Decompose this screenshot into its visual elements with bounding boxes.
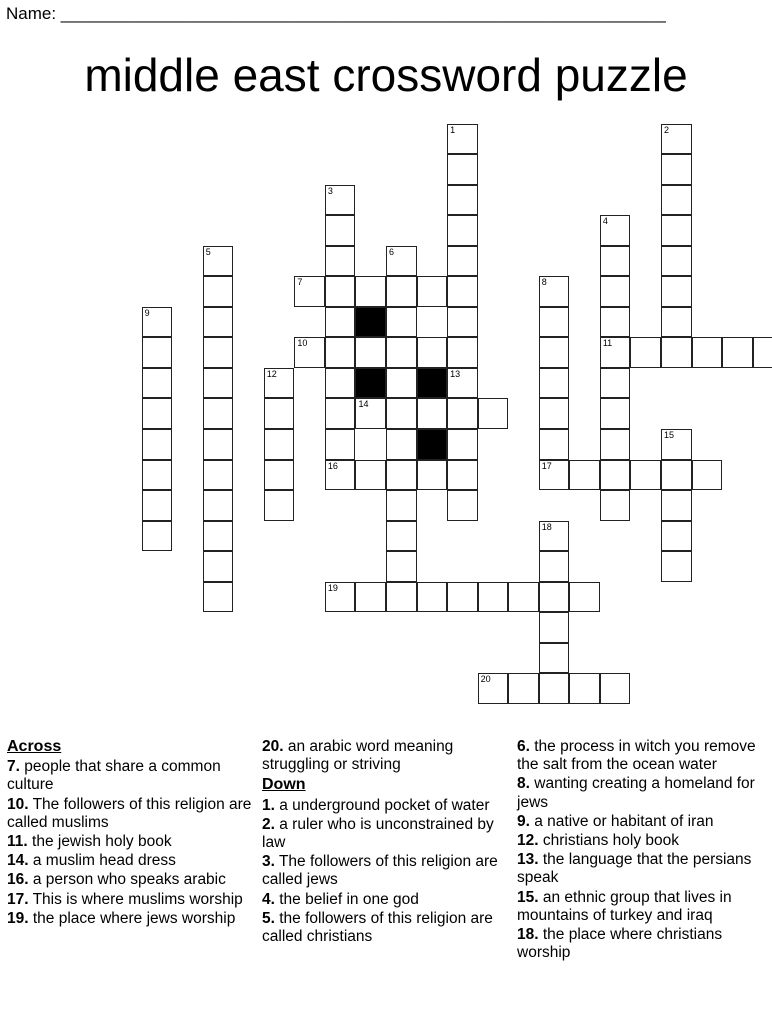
grid-cell[interactable] — [325, 582, 356, 613]
grid-cell[interactable] — [600, 307, 631, 338]
clue-number: 5 — [205, 246, 211, 257]
clue-item-text: This is where muslims worship — [32, 890, 243, 908]
grid-cell[interactable] — [417, 337, 448, 368]
clue-item-text: the language that the persians speak — [517, 851, 752, 887]
grid-cell[interactable] — [386, 551, 417, 582]
clues-column-2 — [262, 738, 502, 947]
grid-cell[interactable] — [539, 521, 570, 552]
clue-item-text: The followers of this religion are called jews — [262, 853, 498, 889]
grid-cell[interactable] — [600, 215, 631, 246]
grid-cell[interactable] — [142, 307, 173, 338]
grid-cell[interactable] — [203, 551, 234, 582]
grid-cell[interactable] — [661, 460, 692, 491]
clue-number: 6 — [389, 246, 395, 257]
grid-cell[interactable] — [447, 398, 478, 429]
grid-cell[interactable] — [142, 398, 173, 429]
clue-item-text: the process in witch you remove the salt from the ocean water — [517, 738, 756, 774]
grid-cell[interactable] — [447, 429, 478, 460]
grid-cell[interactable] — [661, 337, 692, 368]
grid-cell[interactable] — [386, 276, 417, 307]
grid-cell[interactable] — [355, 460, 386, 491]
clue-item — [517, 775, 767, 811]
grid-cell[interactable] — [264, 398, 295, 429]
clue-number: 4 — [602, 216, 608, 227]
grid-cell[interactable] — [142, 337, 173, 368]
page-title: middle east crossword puzzle — [84, 49, 688, 101]
grid-cell[interactable] — [386, 490, 417, 521]
clue-number: 11 — [602, 338, 613, 349]
clue-item-number: 15. — [517, 888, 539, 906]
grid-cell[interactable] — [661, 124, 692, 155]
grid-cell[interactable] — [600, 460, 631, 491]
grid-cell[interactable] — [539, 368, 570, 399]
clue-number: 18 — [541, 521, 552, 532]
clue-number: 8 — [541, 277, 547, 288]
grid-cell[interactable] — [661, 307, 692, 338]
clue-item — [262, 816, 502, 852]
grid-cell[interactable] — [386, 460, 417, 491]
clue-item — [7, 833, 252, 851]
grid-cell[interactable] — [630, 460, 661, 491]
black-square — [417, 368, 448, 399]
grid-cell[interactable] — [417, 276, 448, 307]
grid-cell[interactable] — [722, 337, 753, 368]
clue-item-text: The followers of this religion are called muslims — [7, 795, 252, 831]
grid-cell[interactable] — [447, 154, 478, 185]
clue-item — [517, 851, 767, 887]
clue-item-text: a underground pocket of water — [279, 796, 490, 814]
black-square — [417, 429, 448, 460]
clue-number: 2 — [663, 124, 669, 135]
grid-cell[interactable] — [661, 246, 692, 277]
clue-number: 20 — [480, 674, 491, 685]
grid-cell[interactable] — [142, 521, 173, 552]
grid-cell[interactable] — [447, 490, 478, 521]
down-heading: Down — [262, 776, 306, 794]
grid-cell[interactable] — [325, 368, 356, 399]
grid-cell[interactable] — [539, 398, 570, 429]
clue-item — [7, 910, 252, 928]
grid-cell[interactable] — [386, 246, 417, 277]
grid-cell[interactable] — [630, 337, 661, 368]
clue-item-number: 20. — [262, 738, 284, 755]
clue-item — [7, 852, 252, 870]
grid-cell[interactable] — [142, 460, 173, 491]
clue-item-number: 8. — [517, 775, 530, 793]
clue-item-number: 3. — [262, 853, 275, 871]
clue-item — [262, 891, 502, 909]
grid-cell[interactable] — [294, 276, 325, 307]
clue-item — [517, 813, 767, 831]
clue-item-text: the place where christians worship — [517, 926, 723, 962]
clue-item-number: 19. — [7, 909, 29, 927]
grid-cell[interactable] — [447, 276, 478, 307]
grid-cell[interactable] — [600, 429, 631, 460]
grid-cell[interactable] — [325, 246, 356, 277]
clue-item-number: 12. — [517, 832, 539, 850]
grid-cell[interactable] — [386, 429, 417, 460]
clue-item — [517, 926, 767, 962]
clue-number: 10 — [297, 338, 308, 349]
grid-cell[interactable] — [325, 185, 356, 216]
grid-cell[interactable] — [447, 185, 478, 216]
grid-cell[interactable] — [661, 551, 692, 582]
clue-item-text: a native or habitant of iran — [534, 812, 714, 830]
grid-cell[interactable] — [539, 612, 570, 643]
grid-cell[interactable] — [203, 582, 234, 613]
grid-cell[interactable] — [478, 582, 509, 613]
clue-item-number: 4. — [262, 890, 275, 908]
clue-item-number: 2. — [262, 815, 275, 833]
grid-cell[interactable] — [447, 246, 478, 277]
clue-item — [262, 797, 502, 815]
across-heading: Across — [7, 738, 62, 755]
grid-cell[interactable] — [661, 215, 692, 246]
grid-cell[interactable] — [478, 398, 509, 429]
grid-cell[interactable] — [325, 429, 356, 460]
grid-cell[interactable] — [447, 337, 478, 368]
grid-cell[interactable] — [539, 460, 570, 491]
grid-cell[interactable] — [325, 215, 356, 246]
grid-cell[interactable] — [447, 215, 478, 246]
clues-column-3 — [517, 738, 767, 963]
clue-item — [7, 891, 252, 909]
grid-cell[interactable] — [600, 490, 631, 521]
grid-cell[interactable] — [539, 337, 570, 368]
grid-cell[interactable] — [661, 185, 692, 216]
grid-cell[interactable] — [661, 521, 692, 552]
grid-cell[interactable] — [417, 398, 448, 429]
clue-item-number: 6. — [517, 738, 530, 755]
grid-cell[interactable] — [661, 429, 692, 460]
clue-item — [262, 853, 502, 889]
clue-item-number: 18. — [517, 926, 539, 944]
clue-item — [7, 758, 252, 794]
grid-cell[interactable] — [142, 429, 173, 460]
grid-cell[interactable] — [203, 368, 234, 399]
clues-column-1 — [7, 738, 252, 929]
name-field-label: Name: ________________________________________________________________ — [6, 4, 666, 23]
grid-cell[interactable] — [417, 582, 448, 613]
grid-cell[interactable] — [386, 582, 417, 613]
grid-cell[interactable] — [203, 490, 234, 521]
grid-cell[interactable] — [447, 368, 478, 399]
black-square — [355, 368, 386, 399]
grid-cell[interactable] — [203, 460, 234, 491]
clue-item-number: 14. — [7, 852, 29, 870]
clue-item-text: an arabic word meaning struggling or striving — [262, 738, 454, 774]
grid-cell[interactable] — [355, 337, 386, 368]
grid-cell[interactable] — [569, 673, 600, 704]
clue-item-number: 5. — [262, 909, 275, 927]
grid-cell[interactable] — [447, 582, 478, 613]
clue-number: 17 — [541, 460, 552, 471]
grid-cell[interactable] — [569, 582, 600, 613]
grid-cell[interactable] — [692, 337, 723, 368]
grid-cell[interactable] — [447, 460, 478, 491]
clue-item-text: an ethnic group that lives in mountains of turkey and iraq — [517, 888, 732, 924]
grid-cell[interactable] — [600, 246, 631, 277]
clue-item-number: 7. — [7, 758, 20, 776]
grid-cell[interactable] — [692, 460, 723, 491]
clue-number: 13 — [450, 368, 461, 379]
grid-cell[interactable] — [417, 460, 448, 491]
grid-cell[interactable] — [386, 521, 417, 552]
grid-cell[interactable] — [325, 276, 356, 307]
grid-cell[interactable] — [203, 429, 234, 460]
grid-cell[interactable] — [264, 429, 295, 460]
grid-cell[interactable] — [386, 398, 417, 429]
grid-cell[interactable] — [203, 337, 234, 368]
grid-cell[interactable] — [203, 307, 234, 338]
clue-number: 7 — [297, 277, 303, 288]
grid-cell[interactable] — [539, 429, 570, 460]
clue-number: 9 — [144, 307, 150, 318]
clue-item-text: the jewish holy book — [32, 833, 172, 851]
black-square — [355, 307, 386, 338]
clue-number: 1 — [450, 124, 456, 135]
grid-cell[interactable] — [539, 643, 570, 674]
clue-number: 19 — [327, 582, 338, 593]
grid-cell[interactable] — [386, 368, 417, 399]
grid-cell[interactable] — [661, 154, 692, 185]
grid-cell[interactable] — [600, 398, 631, 429]
grid-cell[interactable] — [325, 398, 356, 429]
grid-cell[interactable] — [600, 368, 631, 399]
clue-item-text: the followers of this religion are called christians — [262, 909, 493, 946]
clue-number: 12 — [266, 368, 277, 379]
clue-item-number: 10. — [7, 795, 29, 813]
clue-item — [7, 796, 252, 832]
grid-cell[interactable] — [539, 673, 570, 704]
clue-item — [517, 832, 767, 850]
grid-cell[interactable] — [264, 368, 295, 399]
grid-cell[interactable] — [508, 673, 539, 704]
grid-cell[interactable] — [569, 460, 600, 491]
grid-cell[interactable] — [539, 276, 570, 307]
grid-cell[interactable] — [325, 460, 356, 491]
clue-item-text: christians holy book — [542, 832, 679, 850]
clue-item-text: wanting creating a homeland for jews — [517, 775, 755, 811]
clue-item-text: a person who speaks arabic — [32, 871, 226, 889]
clue-item-number: 13. — [517, 851, 539, 869]
grid-cell[interactable] — [355, 398, 386, 429]
clue-item-number: 16. — [7, 871, 29, 889]
grid-cell[interactable] — [539, 551, 570, 582]
grid-cell[interactable] — [203, 276, 234, 307]
grid-cell[interactable] — [661, 490, 692, 521]
grid-cell[interactable] — [447, 124, 478, 155]
clue-item-text: the place where jews worship — [32, 909, 236, 927]
grid-cell[interactable] — [142, 368, 173, 399]
clue-item-number: 1. — [262, 796, 275, 814]
clue-item — [517, 889, 767, 925]
grid-cell[interactable] — [264, 460, 295, 491]
grid-cell[interactable] — [264, 490, 295, 521]
grid-cell[interactable] — [203, 398, 234, 429]
grid-cell[interactable] — [386, 307, 417, 338]
grid-cell[interactable] — [325, 307, 356, 338]
clue-item-text: the belief in one god — [279, 890, 419, 908]
grid-cell[interactable] — [294, 337, 325, 368]
grid-cell[interactable] — [600, 276, 631, 307]
clue-item-number: 9. — [517, 812, 530, 830]
clue-item-text: people that share a common culture — [7, 758, 221, 794]
clue-item — [7, 871, 252, 889]
grid-cell[interactable] — [325, 337, 356, 368]
clue-item — [517, 738, 767, 774]
clue-number: 3 — [327, 185, 333, 196]
clue-number: 15 — [663, 430, 674, 440]
clue-item-text: a muslim head dress — [32, 852, 176, 870]
grid-cell[interactable] — [753, 337, 772, 368]
clue-item — [262, 910, 502, 946]
grid-cell[interactable] — [355, 276, 386, 307]
grid-cell[interactable] — [203, 521, 234, 552]
grid-cell[interactable] — [386, 337, 417, 368]
grid-cell[interactable] — [600, 337, 631, 368]
clue-number: 16 — [327, 460, 338, 471]
grid-cell[interactable] — [508, 582, 539, 613]
clue-number: 14 — [358, 399, 369, 410]
clue-item — [262, 738, 502, 774]
grid-cell[interactable] — [478, 673, 509, 704]
grid-cell[interactable] — [142, 490, 173, 521]
clue-item-number: 17. — [7, 890, 29, 908]
clue-item-number: 11. — [7, 833, 28, 851]
grid-cell[interactable] — [661, 276, 692, 307]
grid-cell[interactable] — [539, 307, 570, 338]
grid-cell[interactable] — [539, 582, 570, 613]
grid-cell[interactable] — [447, 307, 478, 338]
grid-cell[interactable] — [355, 582, 386, 613]
grid-cell[interactable] — [203, 246, 234, 277]
clue-item-text: a ruler who is unconstrained by law — [262, 815, 494, 852]
grid-cell[interactable] — [600, 673, 631, 704]
